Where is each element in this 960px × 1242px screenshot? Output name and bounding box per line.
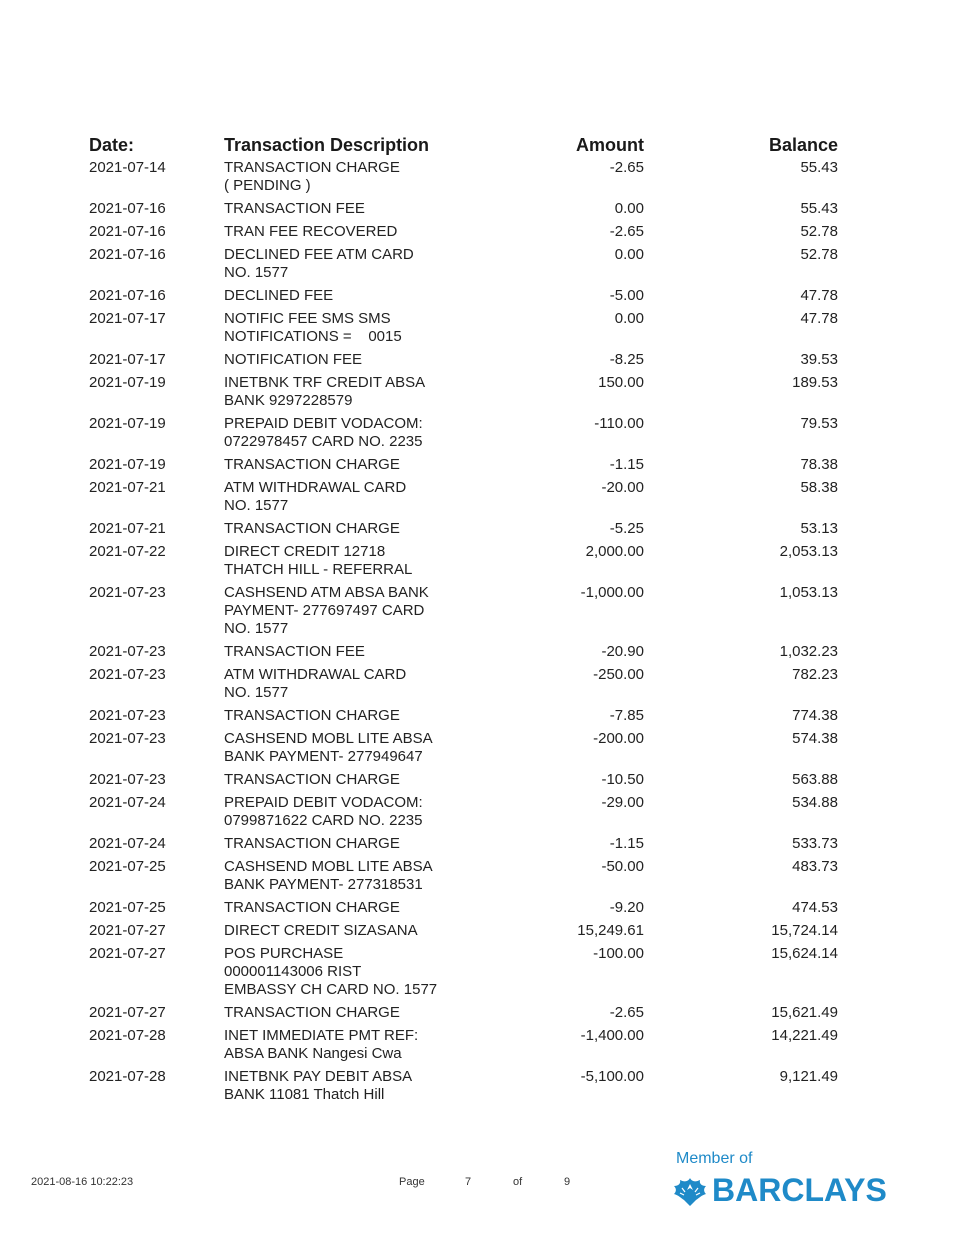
table-row: [0, 899, 960, 917]
transaction-amount: -5,100.00: [580, 1068, 644, 1085]
table-row: [0, 1068, 960, 1104]
transaction-balance: 53.13: [800, 520, 838, 537]
description-line: TRANSACTION CHARGE: [224, 835, 400, 852]
transaction-date: 2021-07-23: [89, 707, 166, 724]
description-line: ATM WITHDRAWAL CARD: [224, 479, 407, 496]
description-line: ATM WITHDRAWAL CARD: [224, 666, 407, 683]
transaction-balance: 9,121.49: [779, 1068, 838, 1085]
transaction-balance: 1,053.13: [779, 584, 838, 601]
transaction-date: 2021-07-16: [89, 287, 166, 304]
transaction-amount: -1,000.00: [580, 584, 644, 601]
transaction-description: [224, 858, 464, 894]
transaction-date: 2021-07-23: [89, 666, 166, 683]
description-line: CASHSEND ATM ABSA BANK: [224, 584, 429, 601]
transaction-description: [224, 1004, 464, 1022]
transaction-description: [224, 415, 464, 451]
transaction-description: [224, 159, 464, 195]
transaction-balance: 15,724.14: [771, 922, 838, 939]
transaction-description: [224, 643, 464, 661]
transaction-balance: 79.53: [800, 415, 838, 432]
transaction-balance: 534.88: [792, 794, 838, 811]
transaction-description: [224, 794, 464, 830]
transaction-balance: 782.23: [792, 666, 838, 683]
transaction-amount: -50.00: [601, 858, 644, 875]
transaction-amount: -29.00: [601, 794, 644, 811]
transaction-date: 2021-07-19: [89, 415, 166, 432]
table-row: [0, 730, 960, 766]
transaction-balance: 1,032.23: [779, 643, 838, 660]
description-line: ABSA BANK Nangesi Cwa: [224, 1045, 402, 1062]
transaction-amount: 150.00: [598, 374, 644, 391]
member-of-text: Member of: [676, 1150, 753, 1167]
description-line: 0799871622 CARD NO. 2235: [224, 812, 423, 829]
transaction-date: 2021-07-17: [89, 310, 166, 327]
page-number: 7: [465, 1176, 472, 1188]
transaction-date: 2021-07-19: [89, 374, 166, 391]
description-line: NO. 1577: [224, 264, 289, 281]
header-amount: Amount: [576, 135, 644, 155]
table-row: [0, 310, 960, 346]
transaction-amount: 15,249.61: [577, 922, 644, 939]
transaction-date: 2021-07-16: [89, 246, 166, 263]
transaction-description: [224, 730, 464, 766]
transaction-description: [224, 543, 464, 579]
description-line: BANK PAYMENT- 277318531: [224, 876, 423, 893]
transaction-description: [224, 707, 464, 725]
transaction-description: [224, 584, 464, 638]
transaction-date: 2021-07-19: [89, 456, 166, 473]
table-row: [0, 707, 960, 725]
description-line: NOTIFICATIONS = 0015: [224, 328, 402, 345]
description-line: DIRECT CREDIT SIZASANA: [224, 922, 418, 939]
description-line: NOTIFICATION FEE: [224, 351, 363, 368]
description-line: NOTIFIC FEE SMS SMS: [224, 310, 391, 327]
transaction-balance: 563.88: [792, 771, 838, 788]
transaction-amount: -2.65: [609, 223, 644, 240]
transaction-date: 2021-07-23: [89, 771, 166, 788]
transaction-description: [224, 200, 464, 218]
transaction-balance: 55.43: [800, 159, 838, 176]
transaction-balance: 52.78: [800, 223, 838, 240]
table-row: [0, 1004, 960, 1022]
transaction-description: [224, 223, 464, 241]
description-line: 0722978457 CARD NO. 2235: [224, 433, 423, 450]
table-row: [0, 584, 960, 638]
transaction-amount: -8.25: [609, 351, 644, 368]
transaction-date: 2021-07-23: [89, 643, 166, 660]
transaction-amount: -2.65: [609, 1004, 644, 1021]
table-row: [0, 159, 960, 195]
transaction-balance: 474.53: [792, 899, 838, 916]
header-balance: Balance: [768, 135, 838, 155]
transaction-amount: -250.00: [593, 666, 644, 683]
transaction-description: [224, 835, 464, 853]
transaction-amount: 0.00: [614, 200, 644, 217]
description-line: DECLINED FEE: [224, 287, 334, 304]
transaction-amount: -200.00: [593, 730, 644, 747]
transaction-amount: -1.15: [609, 835, 644, 852]
table-row: [0, 666, 960, 702]
barclays-wordmark: BARCLAYS: [712, 1172, 887, 1208]
description-line: TRANSACTION CHARGE: [224, 456, 400, 473]
table-row: [0, 520, 960, 538]
table-row: [0, 479, 960, 515]
table-header: [0, 133, 960, 157]
description-line: POS PURCHASE: [224, 945, 344, 962]
transaction-date: 2021-07-25: [89, 899, 166, 916]
table-row: [0, 771, 960, 789]
transaction-balance: 774.38: [792, 707, 838, 724]
transaction-date: 2021-07-14: [89, 159, 166, 176]
description-line: BANK PAYMENT- 277949647: [224, 748, 423, 765]
transaction-description: [224, 1027, 464, 1063]
table-row: [0, 200, 960, 218]
description-line: PAYMENT- 277697497 CARD: [224, 602, 425, 619]
transaction-list: [0, 159, 960, 1109]
transaction-description: [224, 479, 464, 515]
transaction-date: 2021-07-27: [89, 945, 166, 962]
header-description: Transaction Description: [224, 135, 430, 155]
transaction-balance: 52.78: [800, 246, 838, 263]
table-row: [0, 643, 960, 661]
transaction-amount: -1.15: [609, 456, 644, 473]
of-label: of: [513, 1176, 523, 1188]
transaction-balance: 189.53: [792, 374, 838, 391]
transaction-date: 2021-07-27: [89, 922, 166, 939]
table-row: [0, 794, 960, 830]
description-line: TRANSACTION CHARGE: [224, 1004, 400, 1021]
table-row: [0, 223, 960, 241]
transaction-balance: 78.38: [800, 456, 838, 473]
transaction-amount: 0.00: [614, 246, 644, 263]
table-row: [0, 543, 960, 579]
eagle-icon: [672, 1174, 708, 1208]
transaction-balance: 15,624.14: [771, 945, 838, 962]
description-line: BANK 9297228579: [224, 392, 353, 409]
transaction-amount: -5.25: [609, 520, 644, 537]
transaction-description: [224, 666, 464, 702]
transaction-date: 2021-07-21: [89, 520, 166, 537]
description-line: BANK 11081 Thatch Hill: [224, 1086, 385, 1103]
transaction-amount: -1,400.00: [580, 1027, 644, 1044]
description-line: PREPAID DEBIT VODACOM:: [224, 415, 423, 432]
description-line: TRANSACTION CHARGE: [224, 520, 400, 537]
transaction-balance: 55.43: [800, 200, 838, 217]
transaction-amount: -9.20: [609, 899, 644, 916]
transaction-description: [224, 1068, 464, 1104]
transaction-description: [224, 456, 464, 474]
description-line: PREPAID DEBIT VODACOM:: [224, 794, 423, 811]
transaction-description: [224, 310, 464, 346]
page-label: Page: [399, 1176, 425, 1188]
table-row: [0, 287, 960, 305]
transaction-balance: 47.78: [800, 287, 838, 304]
description-line: TRANSACTION CHARGE: [224, 159, 400, 176]
table-row: [0, 1027, 960, 1063]
description-line: TRANSACTION FEE: [224, 643, 365, 660]
transaction-description: [224, 899, 464, 917]
transaction-balance: 39.53: [800, 351, 838, 368]
transaction-date: 2021-07-23: [89, 730, 166, 747]
transaction-date: 2021-07-27: [89, 1004, 166, 1021]
transaction-date: 2021-07-25: [89, 858, 166, 875]
transaction-date: 2021-07-23: [89, 584, 166, 601]
description-line: INETBNK PAY DEBIT ABSA: [224, 1068, 413, 1085]
description-line: TRANSACTION CHARGE: [224, 899, 400, 916]
description-line: DECLINED FEE ATM CARD: [224, 246, 414, 263]
transaction-balance: 574.38: [792, 730, 838, 747]
table-row: [0, 246, 960, 282]
transaction-amount: -10.50: [601, 771, 644, 788]
transaction-amount: -110.00: [594, 415, 644, 432]
description-line: INETBNK TRF CREDIT ABSA: [224, 374, 426, 391]
description-line: ( PENDING ): [224, 177, 311, 194]
description-line: CASHSEND MOBL LITE ABSA: [224, 730, 433, 747]
transaction-amount: -100.00: [593, 945, 644, 962]
description-line: NO. 1577: [224, 684, 289, 701]
transaction-date: 2021-07-24: [89, 794, 166, 811]
transaction-date: 2021-07-28: [89, 1027, 166, 1044]
transaction-date: 2021-07-24: [89, 835, 166, 852]
transaction-description: [224, 771, 464, 789]
transaction-date: 2021-07-21: [89, 479, 166, 496]
transaction-amount: -20.00: [601, 479, 644, 496]
transaction-amount: -5.00: [609, 287, 644, 304]
table-row: [0, 351, 960, 369]
transaction-date: 2021-07-17: [89, 351, 166, 368]
transaction-description: [224, 287, 464, 305]
transaction-balance: 15,621.49: [771, 1004, 838, 1021]
transaction-amount: 0.00: [614, 310, 644, 327]
header-date: Date:: [89, 135, 135, 155]
transaction-balance: 483.73: [792, 858, 838, 875]
transaction-date: 2021-07-28: [89, 1068, 166, 1085]
description-line: TRANSACTION CHARGE: [224, 707, 400, 724]
barclays-logo: [672, 1150, 887, 1210]
transaction-balance: 14,221.49: [771, 1027, 838, 1044]
transaction-date: 2021-07-16: [89, 200, 166, 217]
description-line: TRAN FEE RECOVERED: [224, 223, 398, 240]
transaction-amount: -2.65: [609, 159, 644, 176]
transaction-description: [224, 246, 464, 282]
description-line: THATCH HILL - REFERRAL: [224, 561, 413, 578]
transaction-description: [224, 374, 464, 410]
description-line: NO. 1577: [224, 497, 289, 514]
transaction-amount: -20.90: [601, 643, 644, 660]
description-line: 000001143006 RIST: [224, 963, 362, 980]
table-row: [0, 835, 960, 853]
transaction-description: [224, 520, 464, 538]
description-line: EMBASSY CH CARD NO. 1577: [224, 981, 438, 998]
transaction-amount: 2,000.00: [585, 543, 644, 560]
table-row: [0, 858, 960, 894]
table-row: [0, 456, 960, 474]
transaction-balance: 47.78: [800, 310, 838, 327]
transaction-amount: -7.85: [609, 707, 644, 724]
transaction-balance: 533.73: [792, 835, 838, 852]
description-line: TRANSACTION CHARGE: [224, 771, 400, 788]
transaction-description: [224, 945, 464, 999]
description-line: DIRECT CREDIT 12718: [224, 543, 386, 560]
table-row: [0, 922, 960, 940]
description-line: TRANSACTION FEE: [224, 200, 365, 217]
transaction-balance: 58.38: [800, 479, 838, 496]
print-timestamp: 2021-08-16 10:22:23: [31, 1176, 134, 1188]
table-row: [0, 945, 960, 999]
transaction-date: 2021-07-16: [89, 223, 166, 240]
transaction-description: [224, 351, 464, 369]
total-pages: 9: [564, 1176, 571, 1188]
description-line: NO. 1577: [224, 620, 289, 637]
transaction-balance: 2,053.13: [779, 543, 838, 560]
description-line: INET IMMEDIATE PMT REF:: [224, 1027, 419, 1044]
transaction-description: [224, 922, 464, 940]
table-row: [0, 374, 960, 410]
description-line: CASHSEND MOBL LITE ABSA: [224, 858, 433, 875]
transaction-date: 2021-07-22: [89, 543, 166, 560]
table-row: [0, 415, 960, 451]
